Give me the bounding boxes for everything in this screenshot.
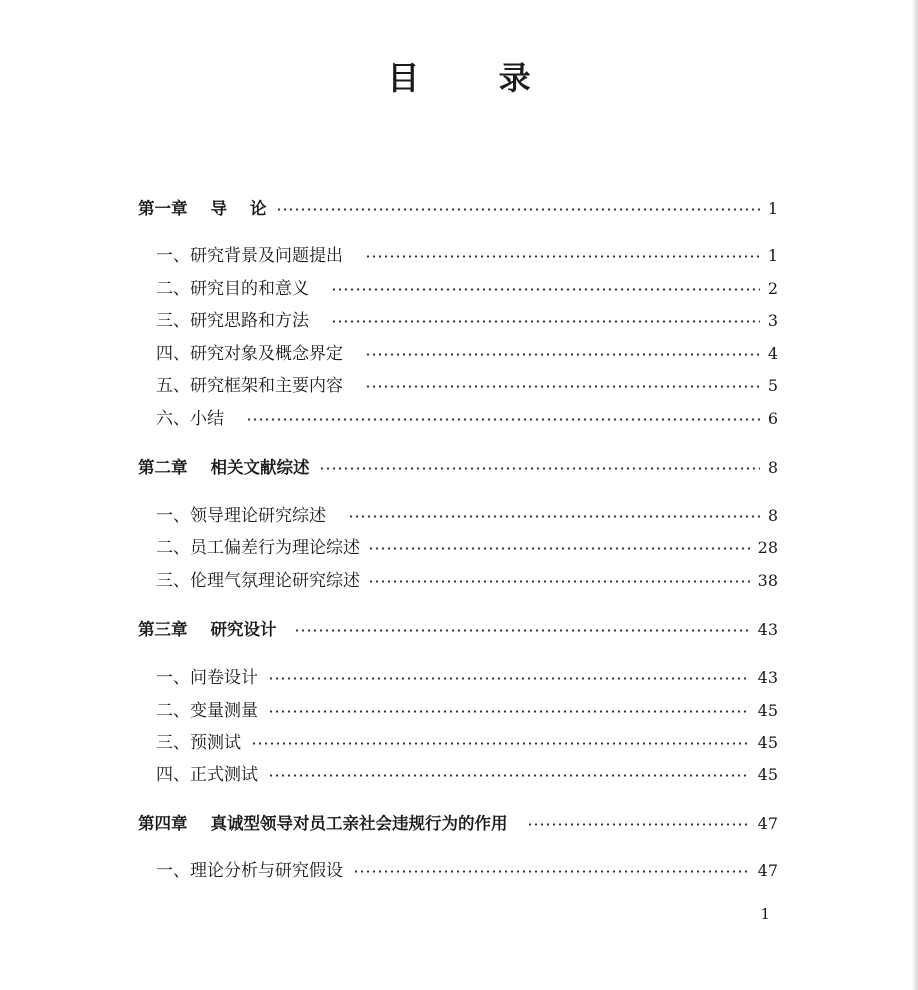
dot-leader [365,255,760,258]
toc-page-number: 1 [767,246,778,265]
toc-page-number: 8 [767,458,778,477]
dot-leader [268,677,750,680]
toc-page-number: 47 [757,861,778,880]
dot-leader [527,823,749,826]
toc-section-label: 六、小结 [156,409,224,429]
dot-leader [251,742,750,745]
dot-leader [353,870,750,873]
toc-page-number: 38 [757,571,778,590]
dot-leader [331,320,760,323]
toc-page-number: 45 [757,701,778,720]
toc-section[interactable] [156,665,778,691]
dot-leader [348,515,760,518]
toc-section[interactable] [156,276,778,302]
dot-leader [268,774,750,777]
toc-section[interactable] [156,503,778,529]
toc-section-label: 三、预测试 [156,733,241,753]
toc-page-number: 45 [757,765,778,784]
toc-section-label: 二、研究目的和意义 [156,279,309,299]
toc-page-number: 1 [767,199,778,218]
toc-page-number: 28 [757,538,778,557]
toc-page-number: 4 [767,344,778,363]
toc-chapter-label: 第二章 相关文献综述 [138,458,310,477]
dot-leader [246,418,760,421]
toc-page-number: 43 [757,620,778,639]
toc-section[interactable] [156,568,778,594]
toc-section[interactable] [156,535,778,561]
toc-section[interactable] [156,858,778,884]
toc-section-label: 四、研究对象及概念界定 [156,344,343,364]
dot-leader [368,547,750,550]
toc-chapter-1[interactable] [138,196,778,222]
toc-chapter-4[interactable] [138,811,778,837]
toc-section-label: 一、理论分析与研究假设 [156,861,343,881]
toc-section-label: 一、领导理论研究综述 [156,506,326,526]
toc-section-label: 五、研究框架和主要内容 [156,376,343,396]
dot-leader [294,629,749,632]
toc-section-label: 二、员工偏差行为理论综述 [156,538,360,558]
dot-leader [365,353,760,356]
dot-leader [365,385,760,388]
dot-leader [368,580,750,583]
toc-section-label: 四、正式测试 [156,765,258,785]
toc-section[interactable] [156,730,778,756]
footer-page-number: 1 [760,905,770,923]
toc-page-number: 43 [757,668,778,687]
toc-page-number: 6 [767,409,778,428]
toc-section[interactable] [156,698,778,724]
toc-section[interactable] [156,406,778,432]
toc-section-label: 二、变量测量 [156,701,258,721]
dot-leader [276,208,759,211]
toc-chapter-label: 第三章 研究设计 [138,620,277,639]
toc-section-label: 一、研究背景及问题提出 [156,246,343,266]
toc-section-label: 三、伦理气氛理论研究综述 [156,571,360,591]
toc-page-number: 3 [767,311,778,330]
toc-page-number: 8 [767,506,778,525]
toc-page-number: 47 [757,814,778,833]
toc-section[interactable] [156,373,778,399]
dot-leader [268,710,750,713]
toc-chapter-3[interactable] [138,617,778,643]
toc-section[interactable] [156,762,778,788]
toc-chapter-label: 第一章 导 论 [138,199,267,218]
toc-page-number: 45 [757,733,778,752]
toc-section[interactable] [156,341,778,367]
toc-section-label: 一、问卷设计 [156,668,258,688]
toc-section[interactable] [156,308,778,334]
toc-section-label: 三、研究思路和方法 [156,311,309,331]
toc-chapter-label: 第四章 真诚型领导对员工亲社会违规行为的作用 [138,814,508,833]
dot-leader [331,288,760,291]
toc-section[interactable] [156,243,778,269]
page-title: 目 录 [387,59,565,97]
toc-chapter-2[interactable] [138,455,778,481]
toc-page-number: 5 [767,376,778,395]
toc-page-number: 2 [767,279,778,298]
dot-leader [319,467,759,470]
